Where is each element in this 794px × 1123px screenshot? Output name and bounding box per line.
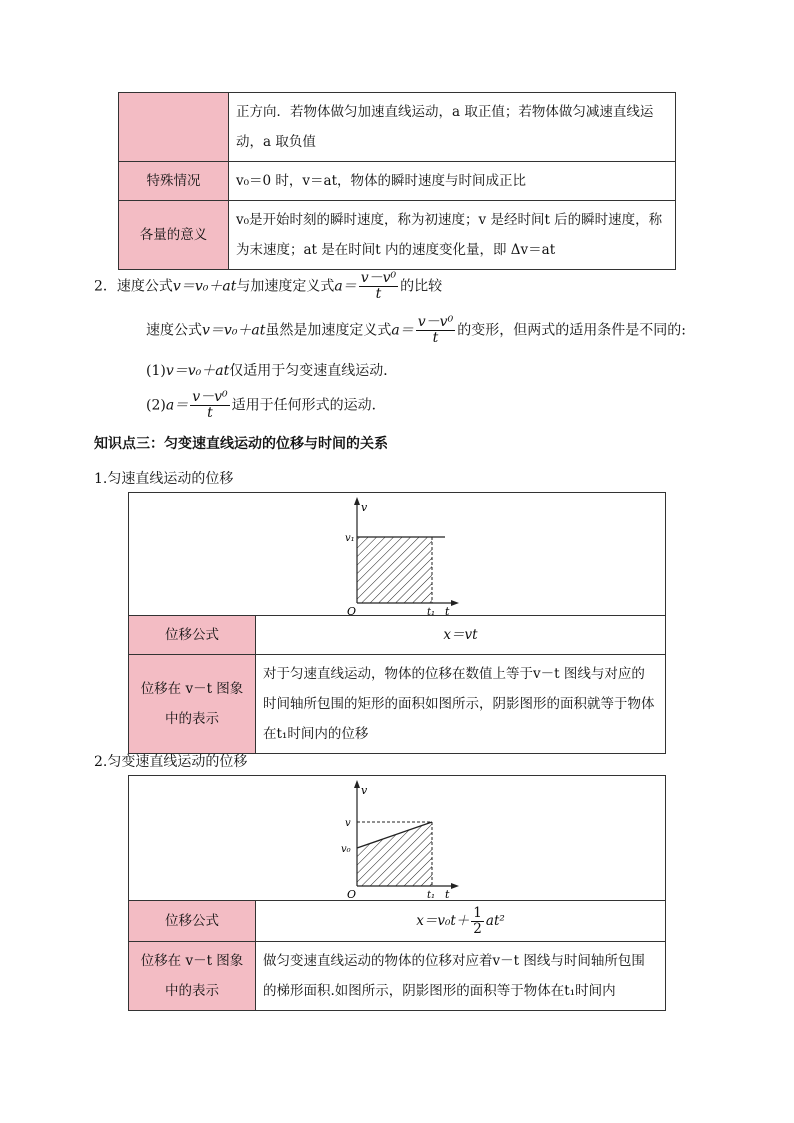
fraction-half: $\frac{1}{2}$ — [473, 905, 482, 937]
t-axis-arrow — [451, 883, 459, 889]
vt-graph-uniform — [327, 493, 467, 615]
label-t1: t₁ — [427, 607, 436, 615]
shaded-trapezoid — [357, 822, 432, 886]
label-v0: v₀ — [341, 844, 351, 855]
label-v: v — [361, 501, 368, 514]
label-v1: v₁ — [345, 533, 355, 544]
section2-item1: (1)v＝v₀＋at仅适用于匀变速直线运动． — [146, 363, 398, 379]
graph-cell-uniform — [129, 493, 666, 616]
table-accelerated-displacement — [128, 775, 666, 1011]
table1-blank-cell — [119, 93, 229, 162]
table-uniform-displacement — [128, 492, 666, 754]
label-t: t — [445, 888, 450, 900]
table1-row1-text: v₀＝0 时，v＝at，物体的瞬时速度与时间成正比 — [229, 162, 676, 201]
v-axis-arrow — [354, 497, 360, 505]
table2-repr-label: 位移在 v－t 图象中的表示 — [129, 655, 256, 754]
label-vend: v — [345, 818, 351, 829]
fraction-a: $\frac{\text{v－v⁰}}{t}$ — [360, 270, 397, 302]
label-t1: t₁ — [427, 890, 436, 900]
label-v: v — [361, 784, 368, 797]
heading-suffix: 的比较 — [400, 278, 443, 295]
section2-paragraph: 速度公式v＝v₀＋at虽然是加速度定义式a＝ $\frac{\text{v－v⁰}}{t}$ 的变形，但两式的适用条件是不同的: — [146, 314, 686, 346]
label-origin: O — [347, 888, 357, 900]
table1-row2-label: 各量的意义 — [119, 201, 229, 270]
v-axis-arrow — [354, 780, 360, 788]
table1-row2-text: v₀是开始时刻的瞬时速度，称为初速度；v 是经时间t 后的瞬时速度，称为末速度；at 是在时间t 内的速度变化量，即 Δv＝at — [229, 201, 676, 270]
table2-repr-text: 对于匀速直线运动，物体的位移在数值上等于v－t 图线与对应的时间轴所包围的矩形的面积如图所示，阴影图形的面积就等于物体在t₁时间内的位移 — [256, 655, 666, 754]
shaded-rectangle — [357, 537, 432, 603]
table3-formula-label: 位移公式 — [129, 901, 256, 942]
t-axis-arrow — [451, 600, 459, 606]
section2-item2: (2)a＝ $\frac{\text{v－v⁰}}{t}$ 适用于任何形式的运动． — [146, 389, 386, 421]
table-acceleration-meaning — [118, 92, 676, 270]
sub2-title: 2.匀变速直线运动的位移 — [94, 754, 248, 770]
table2-formula: x＝vt — [256, 616, 666, 655]
heading-mid: 与加速度定义式 — [236, 278, 335, 295]
table1-row1-label: 特殊情况 — [119, 162, 229, 201]
formula-v: v＝v₀＋at — [172, 278, 237, 295]
formula-a-lhs: a＝ — [334, 278, 357, 295]
table2-formula-label: 位移公式 — [129, 616, 256, 655]
knowledge3-title: 知识点三：匀变速直线运动的位移与时间的关系 — [94, 436, 388, 452]
table3-repr-text: 做匀变速直线运动的物体的位移对应着v－t 图线与时间轴所包围的梯形面积.如图所示，阴影图形的面积等于物体在t₁时间内 — [256, 942, 666, 1011]
label-t: t — [445, 605, 450, 615]
heading-prefix: 2．速度公式 — [94, 278, 173, 295]
table1-row0-text: 正方向．若物体做匀加速直线运动，a 取正值；若物体做匀减速直线运动，a 取负值 — [229, 93, 676, 162]
vt-graph-accelerated — [327, 776, 467, 900]
graph-cell-accelerated — [129, 776, 666, 901]
section2-heading — [94, 271, 442, 302]
label-origin: O — [347, 605, 357, 615]
sub1-title: 1.匀速直线运动的位移 — [94, 471, 234, 487]
fraction-a-2: $\frac{\text{v－v⁰}}{t}$ — [417, 314, 454, 346]
table3-formula: x＝v₀t＋ $\frac{1}{2}$ at² — [256, 901, 666, 942]
fraction-a-3: $\frac{\text{v－v⁰}}{t}$ — [192, 389, 228, 421]
table3-repr-label: 位移在 v－t 图象中的表示 — [129, 942, 256, 1011]
